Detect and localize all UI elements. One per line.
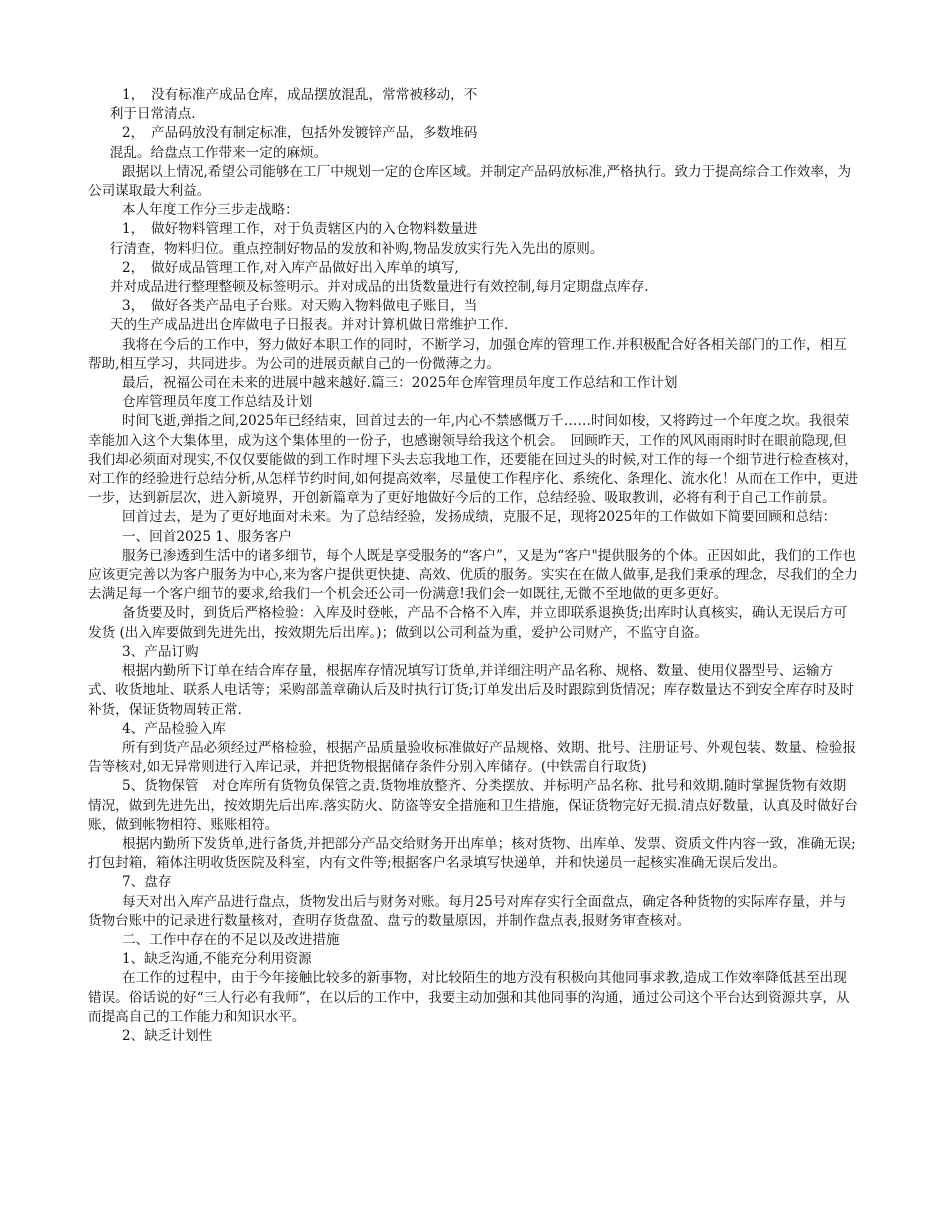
- paragraph: 备货要及时，到货后严格检验：入库及时登帐，产品不合格不入库，并立即联系退换货;出库时认真核实，确认无误后方可发货 (出入库要做到先进先出，按效期先后出库。)；做到以公司利益为重，爱护公司财产，不监守自盗。: [88, 605, 848, 641]
- paragraph: 根据内勤所下发货单,进行备货,并把部分产品交给财务开出库单；核对货物、出库单、发票、资质文件内容一致，准确无误;打包封箱，箱体注明收货医院及科室，内有文件等;根据客户名录填写快递单，并和快递员一起核实准确无误后发出。: [88, 835, 856, 872]
- paragraph: 2， 产品码放没有制定标准，包括外发镀锌产品，多数堆码: [122, 125, 478, 142]
- paragraph: 1， 做好物料管理工作，对于负责辖区内的入仓物料数量进: [122, 221, 478, 238]
- paragraph: 服务已渗透到生活中的诸多细节，每个人既是享受服务的“客户”，又是为“客户"提供服务的个体。正因如此，我们的工作也应该更完善以为客户服务为中心,来为客户提供更快捷、高效、优质的服务。实实在在做人做事,是我们秉承的理念，尽我们的全力去满足每一个客户细节的要求,给我们一个机会还公司一份满意!我们会一如既往,无微不至地做的更多更好。: [88, 547, 858, 603]
- paragraph: 3， 做好各类产品电子台账。对天购入物料做电子账目，当: [122, 298, 478, 315]
- paragraph: 7、盘存: [122, 874, 172, 891]
- paragraph: 利于日常清点.: [109, 106, 196, 123]
- paragraph: 根据内勤所下订单在结合库存量，根据库存情况填写订货单,并详细注明产品名称、规格、数量、使用仪器型号、运输方式、收货地址、联系人电话等；采购部盖章确认后及时执行订货;订单发出后及时跟踪到货情况；库存数量达不到安全库存时及时补货，保证货物周转正常.: [88, 663, 854, 718]
- paragraph: 二、工作中存在的不足以及改进措施: [122, 931, 340, 948]
- paragraph: 3、产品订购: [122, 643, 199, 660]
- paragraph: 行清查，物料归位。重点控制好物品的发放和补购,物品发放实行先入先出的原则。: [109, 240, 604, 257]
- paragraph: 本人年度工作分三步走战略：: [122, 202, 299, 219]
- paragraph: 并对成品进行整理整顿及标签明示。并对成品的出货数量进行有效控制,每月定期盘点库存.: [109, 279, 649, 296]
- paragraph: 跟据以上情况,希望公司能够在工厂中规划一定的仓库区域。并制定产品码放标准,严格执行。致力于提高综合工作效率，为公司谋取最大利益。: [88, 163, 852, 200]
- paragraph: 在工作的过程中，由于今年接触比较多的新事物，对比较陌生的地方没有积极向其他同事求教,造成工作效率降低甚至出现错误。俗话说的好“三人行必有我师”，在以后的工作中，我要主动加强和其他同事的沟通，通过公司这个平台达到资源共享，从而提高自己的工作能力和知识水平。: [88, 970, 850, 1025]
- paragraph: 最后，祝福公司在未来的进展中越来越好.篇三：2025年仓库管理员年度工作总结和工作计划: [122, 375, 678, 392]
- paragraph: 1， 没有标准产成品仓库，成品摆放混乱，常常被移动，不: [122, 87, 478, 103]
- paragraph: 4、产品检验入库: [122, 720, 226, 737]
- paragraph: 回首过去，是为了更好地面对未来。为了总结经验，发扬成绩，克服不足，现将2025年的工作做如下简要回顾和总结：: [122, 509, 837, 526]
- paragraph: 混乱。给盘点工作带来一定的麻烦。: [109, 144, 328, 161]
- paragraph: 一、回首2025 1、服务客户: [122, 528, 292, 545]
- paragraph: 1、缺乏沟通,不能充分利用资源: [122, 951, 312, 968]
- paragraph: 仓库管理员年度工作总结及计划: [122, 394, 313, 411]
- paragraph: 时间飞逝,弹指之间,2025年已经结束，回首过去的一年,内心不禁感慨万千……时间如梭，又将跨过一个年度之坎。我很荣幸能加入这个大集体里，成为这个集体里的一份子，也感谢领导给我这个机会。 回顾昨天，工作的风风雨雨时时在眼前隐现,但我们却必须面对现实,不仅仅要能做的到工作时埋下头去忘我地工作，还要能在回过头的时候,对工作的每一个细节进行检查核对，对工作的经验进行总结分析,从怎样节约时间,如何提高效率，尽量使工作程序化、系统化、条理化、流水化！从而在工作中，更进一步，达到新层次，进入新境界，开创新篇章为了更好地做好今后的工作，总结经验、吸取教训，必将有利于自己工作前景。: [88, 413, 858, 507]
- paragraph: 5、货物保管 对仓库所有货物负保管之责.货物堆放整齐、分类摆放、并标明产品名称、批号和效期.随时掌握货物有效期情况，做到先进先出，按效期先后出库.落实防火、防盗等安全措施和卫生措施，保证货物完好无损.清点好数量，认真及时做好台账，做到帐物相符、账账相符。: [88, 778, 858, 833]
- paragraph: 每天对出入库产品进行盘点，货物发出后与财务对账。每月25号对库存实行全面盘点，确定各种货物的实际库存量，并与货物台账中的记录进行数量核对，查明存货盘盈、盘亏的数量原因，并制作盘点表,报财务审查核对。: [88, 893, 847, 929]
- paragraph: 天的生产成品进出仓库做电子日报表。并对计算机做日常维护工作.: [109, 317, 509, 334]
- paragraph: 2、缺乏计划性: [122, 1027, 213, 1044]
- paragraph: 我将在今后的工作中，努力做好本职工作的同时，不断学习，加强仓库的管理工作.并积极配合好各相关部门的工作，相互帮助,相互学习，共同进步。为公司的进展贡献自己的一份微薄之力。: [88, 336, 847, 372]
- paragraph: 所有到货产品必须经过严格检验，根据产品质量验收标准做好产品规格、效期、批号、注册证号、外观包装、数量、检验报告等核对,如无异常则进行入库记录，并把货物根据储存条件分别入库储存。(中铁需自行取货): [88, 739, 857, 776]
- document-body: [88, 86, 858, 1046]
- paragraph: 2， 做好成品管理工作,对入库产品做好出入库单的填写,: [122, 259, 459, 276]
